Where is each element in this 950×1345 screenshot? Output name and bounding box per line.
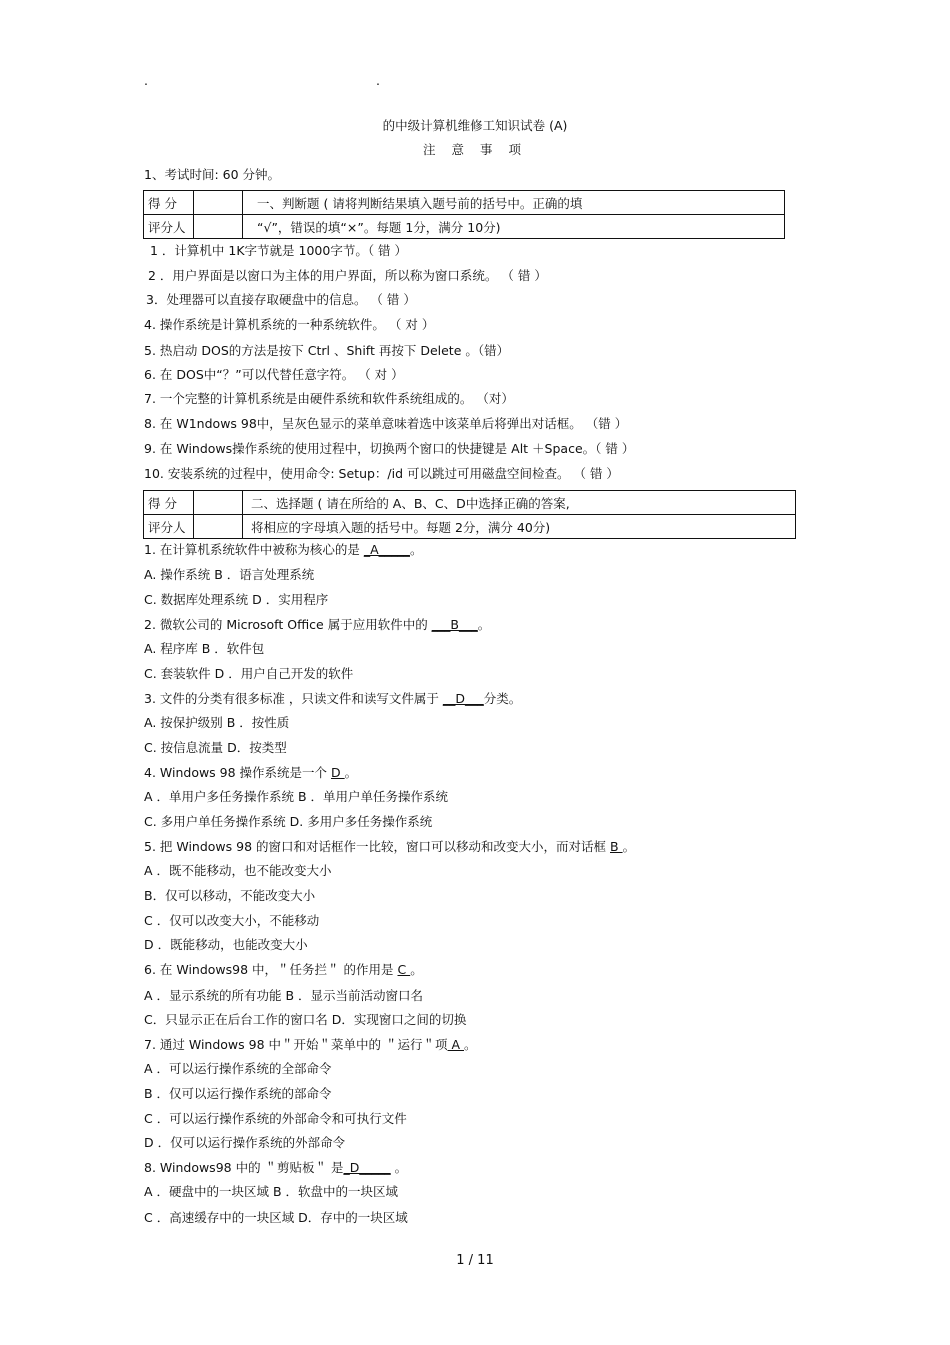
- question-line: 7. 通过 Windows 98 中＂开始＂菜单中的 ＂运行＂项 A 。: [144, 1037, 477, 1052]
- score-table-section1: [143, 190, 785, 239]
- question-line: 8. Windows98 中的 ＂剪贴板＂ 是_D_____ 。: [144, 1160, 408, 1175]
- section1-instruction-line2: “√”，错误的填“×”。每题 1分，满分 10分): [243, 215, 785, 239]
- question-line: 3. 文件的分类有很多标准 ，只读文件和读写文件属于 __D___分类。: [144, 691, 522, 706]
- answer-blank: _D_____: [343, 1160, 391, 1175]
- option-line: A. 按保护级别 B ．按性质: [144, 715, 290, 730]
- exam-time: 1、考试时间: 60 分钟。: [144, 167, 281, 182]
- option-line: A ．可以运行操作系统的全部命令: [144, 1061, 332, 1076]
- judgement-item: 10. 安装系统的过程中，使用命令: Setup：/id 可以跳过可用磁盘空间检查。 （ 错 ）: [144, 466, 619, 481]
- option-line: D ．仅可以运行操作系统的外部命令: [144, 1135, 346, 1150]
- option-line: C ．高速缓存中的一块区域 D．存中的一块区域: [144, 1210, 408, 1225]
- judgement-item: 7. 一个完整的计算机系统是由硬件系统和软件系统组成的。 （对）: [144, 391, 514, 406]
- option-line: A. 程序库 B ．软件包: [144, 641, 265, 656]
- judgement-item: 2 ．用户界面是以窗口为主体的用户界面，所以称为窗口系统。 （ 错 ）: [148, 268, 547, 283]
- grader-label: 评分人: [144, 215, 194, 239]
- option-line: C ．仅可以改变大小，不能移动: [144, 913, 320, 928]
- judgement-item: 9. 在 Windows操作系统的使用过程中，切换两个窗口的快捷键是 Alt ＋Space。（ 错 ）: [144, 441, 635, 456]
- option-line: C. 多用户单任务操作系统 D. 多用户多任务操作系统: [144, 814, 433, 829]
- judgement-item: 5. 热启动 DOS的方法是按下 Ctrl 、Shift 再按下 Delete 。（错）: [144, 343, 510, 358]
- answer-blank: D: [331, 765, 345, 780]
- answer-blank: A: [447, 1037, 464, 1052]
- page-title: 的中级计算机维修工知识试卷 (A): [382, 118, 568, 133]
- score-table-section2: [143, 490, 796, 539]
- option-line: C. 数据库处理系统 D ．实用程序: [144, 592, 329, 607]
- notice-heading: 注 意 事 项: [423, 142, 527, 157]
- score-cell: [194, 491, 243, 515]
- question-line: 4. Windows 98 操作系统是一个 D 。: [144, 765, 358, 780]
- answer-blank: _A_____: [363, 542, 410, 557]
- judgement-item: 4. 操作系统是计算机系统的一种系统软件。 （ 对 ）: [144, 317, 435, 332]
- option-line: B．仅可以移动，不能改变大小: [144, 888, 316, 903]
- answer-blank: ___B___: [431, 617, 478, 632]
- option-line: C ．可以运行操作系统的外部命令和可执行文件: [144, 1111, 407, 1126]
- section2-instruction-line2: 将相应的字母填入题的括号中。每题 2分，满分 40分): [243, 515, 796, 539]
- option-line: A ．单用户多任务操作系统 B ．单用户单任务操作系统: [144, 789, 449, 804]
- option-line: C．只显示正在后台工作的窗口名 D．实现窗口之间的切换: [144, 1012, 467, 1027]
- score-label: 得 分: [144, 491, 194, 515]
- section2-instruction-line1: 二、选择题 ( 请在所给的 A、B、C、D中选择正确的答案,: [243, 491, 796, 515]
- question-line: 5. 把 Windows 98 的窗口和对话框作一比较，窗口可以移动和改变大小，而对话框 B 。: [144, 839, 636, 854]
- judgement-item: 1 ．计算机中 1K字节就是 1000字节。（ 错 ）: [150, 243, 408, 258]
- option-line: A. 操作系统 B ．语言处理系统: [144, 567, 315, 582]
- option-line: A ．显示系统的所有功能 B ．显示当前活动窗口名: [144, 988, 424, 1003]
- grader-cell: [194, 215, 243, 239]
- option-line: D ．既能移动，也能改变大小: [144, 937, 308, 952]
- judgement-item: 6. 在 DOS中“？”可以代替任意字符。 （ 对 ）: [144, 367, 404, 382]
- option-line: C. 套装软件 D ．用户自己开发的软件: [144, 666, 354, 681]
- judgement-item: 8. 在 W1ndows 98中，呈灰色显示的菜单意味着选中该菜单后将弹出对话框。 （错 ）: [144, 416, 628, 431]
- option-line: C. 按信息流量 D．按类型: [144, 740, 287, 755]
- option-line: A ．硬盘中的一块区域 B ．软盘中的一块区域: [144, 1184, 399, 1199]
- question-line: 1. 在计算机系统软件中被称为核心的是 _A_____。: [144, 542, 423, 557]
- option-line: A ．既不能移动，也不能改变大小: [144, 863, 332, 878]
- grader-cell: [194, 515, 243, 539]
- section1-instruction-line1: 一、判断题 ( 请将判断结果填入题号前的括号中。正确的填: [243, 191, 785, 215]
- grader-label: 评分人: [144, 515, 194, 539]
- answer-blank: __D___: [442, 691, 484, 706]
- question-line: 2. 微软公司的 Microsoft Office 属于应用软件中的 ___B___。: [144, 617, 491, 632]
- header-dot-left: .: [144, 73, 148, 88]
- score-cell: [194, 191, 243, 215]
- judgement-item: 3．处理器可以直接存取硬盘中的信息。 （ 错 ）: [146, 292, 416, 307]
- option-line: B ．仅可以运行操作系统的部命令: [144, 1086, 332, 1101]
- score-label: 得 分: [144, 191, 194, 215]
- answer-blank: C: [397, 962, 411, 977]
- page-number: 1 / 11: [456, 1253, 494, 1268]
- answer-blank: B: [610, 839, 623, 854]
- question-line: 6. 在 Windows98 中，＂任务拦＂ 的作用是 C 。: [144, 962, 423, 977]
- header-dot-right: .: [376, 73, 380, 88]
